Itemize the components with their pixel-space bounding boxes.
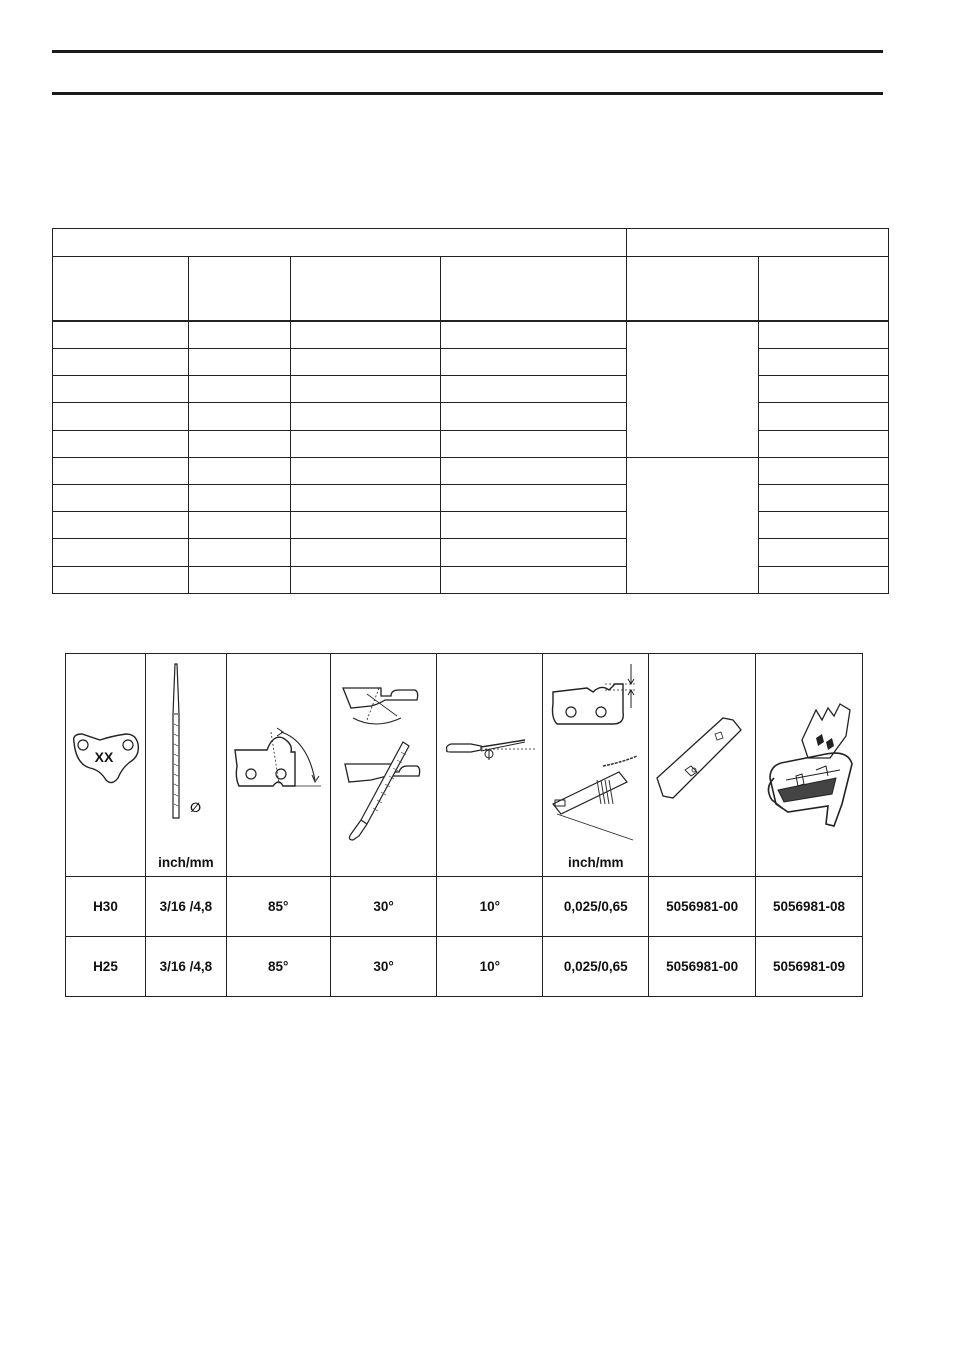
spec-header-row — [53, 257, 889, 321]
spec-header-group-left — [53, 229, 627, 257]
file-holder-icon — [756, 654, 863, 872]
table-row — [53, 348, 889, 375]
spec-header-cell — [53, 257, 189, 321]
chain-marking-label: XX — [94, 749, 114, 765]
table-row — [53, 539, 889, 566]
chain-type-cell: H30 — [66, 876, 146, 936]
file-tilt-value: 10° — [437, 876, 543, 936]
round-file-cell — [145, 654, 226, 877]
file-holder-part-number: 5056981-08 — [756, 876, 863, 936]
gauge-tool-part-number: 5056981-00 — [649, 936, 756, 996]
table-row — [53, 485, 889, 512]
filing-angle-icon — [331, 654, 438, 872]
table-row — [66, 936, 863, 996]
depth-gauge-tool-icon — [649, 654, 756, 872]
spec-header-cell — [188, 257, 290, 321]
filing-angle-value: 30° — [330, 876, 437, 936]
filing-angle-value: 30° — [330, 936, 437, 996]
gauge-tool-part-number: 5056981-00 — [649, 876, 756, 936]
depth-gauge-tool-cell — [649, 654, 756, 877]
spec-header-group-right — [627, 229, 889, 257]
file-holder-part-number: 5056981-09 — [756, 936, 863, 996]
header-rule — [52, 92, 883, 95]
top-plate-angle-value: 85° — [226, 936, 330, 996]
filing-angle-cell — [330, 654, 437, 877]
top-plate-angle-value: 85° — [226, 876, 330, 936]
file-tilt-cell — [437, 654, 543, 877]
diameter-symbol: ∅ — [189, 801, 202, 816]
depth-gauge-icon — [543, 654, 649, 872]
sharpening-table — [65, 653, 863, 997]
sharpening-icon-row — [66, 654, 863, 877]
top-plate-angle-icon — [227, 654, 331, 872]
chain-marking-icon — [66, 654, 146, 872]
depth-gauge-cell — [543, 654, 649, 877]
round-file-icon — [146, 654, 227, 872]
table-row — [66, 876, 863, 936]
table-row — [53, 403, 889, 430]
top-plate-angle-cell — [226, 654, 330, 877]
spec-header-cell — [627, 257, 759, 321]
file-unit-label: inch/mm — [158, 854, 214, 870]
chain-type-cell: H25 — [66, 936, 146, 996]
chain-marking-cell — [66, 654, 146, 877]
spec-header-cell — [290, 257, 440, 321]
table-row — [53, 430, 889, 457]
spec-header-group-row — [53, 229, 889, 257]
file-tilt-value: 10° — [437, 936, 543, 996]
table-row — [53, 321, 889, 349]
depth-gauge-value: 0,025/0,65 — [543, 936, 649, 996]
spec-header-cell — [759, 257, 889, 321]
spec-header-cell — [440, 257, 627, 321]
bar-chain-spec-table — [52, 228, 889, 594]
file-tilt-icon — [437, 654, 543, 872]
table-row — [53, 566, 889, 593]
file-size-cell: 3/16 /4,8 — [145, 936, 226, 996]
spec-merged-cell — [627, 321, 759, 458]
file-size-cell: 3/16 /4,8 — [145, 876, 226, 936]
table-row — [53, 512, 889, 539]
depth-gauge-value: 0,025/0,65 — [543, 876, 649, 936]
file-holder-cell — [756, 654, 863, 877]
table-row — [53, 376, 889, 403]
spec-merged-cell — [627, 457, 759, 593]
top-rule — [52, 50, 883, 53]
table-row — [53, 457, 889, 484]
depth-unit-label: inch/mm — [567, 854, 624, 870]
